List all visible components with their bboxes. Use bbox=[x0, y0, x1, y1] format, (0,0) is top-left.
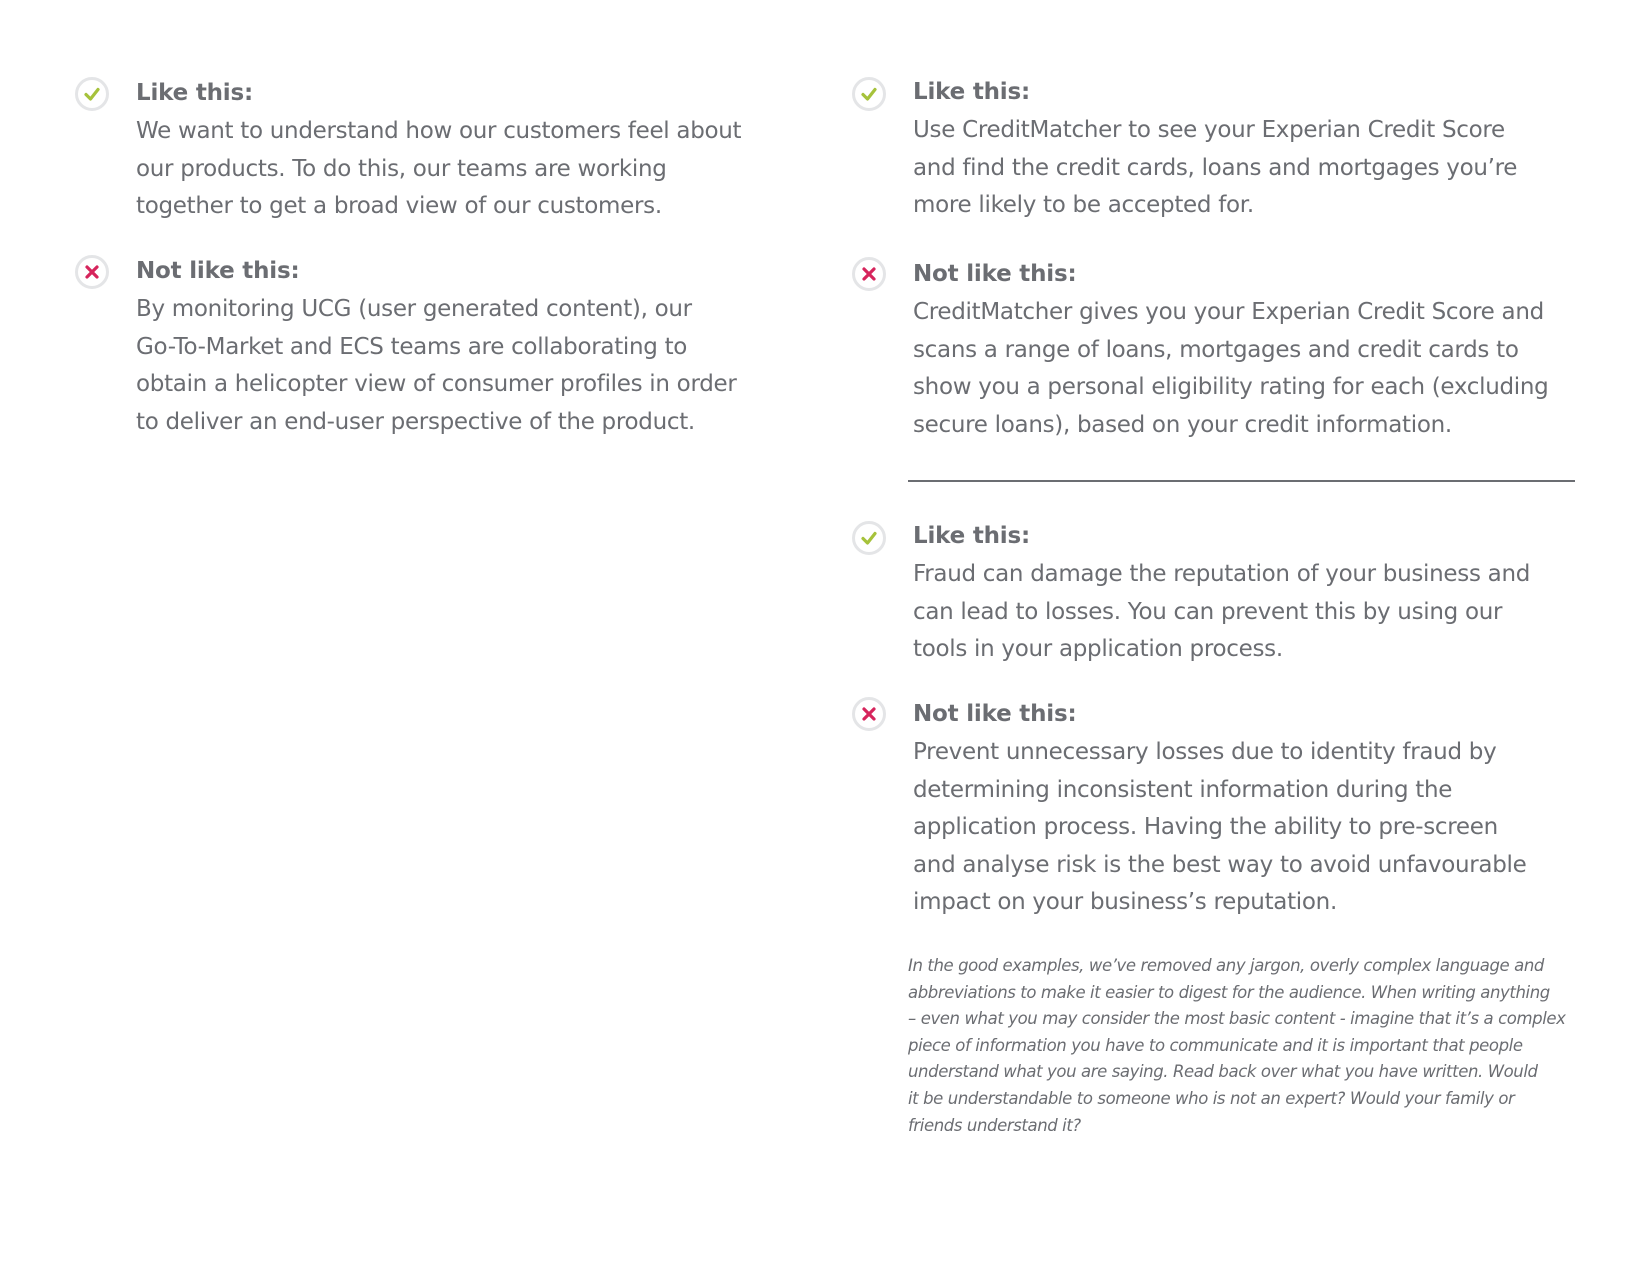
example-heading: Not like this: bbox=[913, 261, 1077, 287]
example-heading: Like this: bbox=[913, 79, 1030, 105]
example-heading: Like this: bbox=[136, 80, 253, 106]
check-icon bbox=[852, 77, 886, 111]
cross-icon bbox=[75, 255, 109, 289]
check-icon bbox=[852, 521, 886, 555]
example-text: Prevent unnecessary losses due to identity fraud by determining inconsistent information during the application process. Having the ability to pre-screen and analyse risk is the best way to avoid unfavourable impact on your business’s reputation. bbox=[913, 739, 1527, 915]
cross-icon bbox=[852, 257, 886, 291]
explanatory-note: In the good examples, we’ve removed any jargon, overly complex language and abbreviations to make it easier to digest for the audience. When writing anything – even what you may consider the most basic content - imagine that it’s a complex piece of information you have to communicate and it is important that people understand what you are saying. Read back over what you have written. Would it be understandable to someone who is not an expert? Would your family or friends understand it? bbox=[908, 956, 1566, 1135]
example-heading: Not like this: bbox=[136, 258, 300, 284]
example-text: Use CreditMatcher to see your Experian Credit Score and find the credit cards, loans and mortgages you’re more likely to be accepted for. bbox=[913, 117, 1518, 218]
example-text: CreditMatcher gives you your Experian Credit Score and scans a range of loans, mortgages and credit cards to show you a personal eligibility rating for each (excluding secure loans), based on your credit information. bbox=[913, 299, 1549, 438]
example-text: By monitoring UCG (user generated content), our Go-To-Market and ECS teams are collaborating to obtain a helicopter view of consumer profiles in order to deliver an end-user perspective of the product. bbox=[136, 296, 737, 435]
example-heading: Not like this: bbox=[913, 701, 1077, 727]
section-divider bbox=[908, 480, 1575, 482]
example-heading: Like this: bbox=[913, 523, 1030, 549]
check-icon bbox=[75, 77, 109, 111]
example-text: Fraud can damage the reputation of your business and can lead to losses. You can prevent this by using our tools in your application process. bbox=[913, 561, 1531, 662]
cross-icon bbox=[852, 697, 886, 731]
example-text: We want to understand how our customers feel about our products. To do this, our teams are working together to get a broad view of our customers. bbox=[136, 118, 742, 219]
